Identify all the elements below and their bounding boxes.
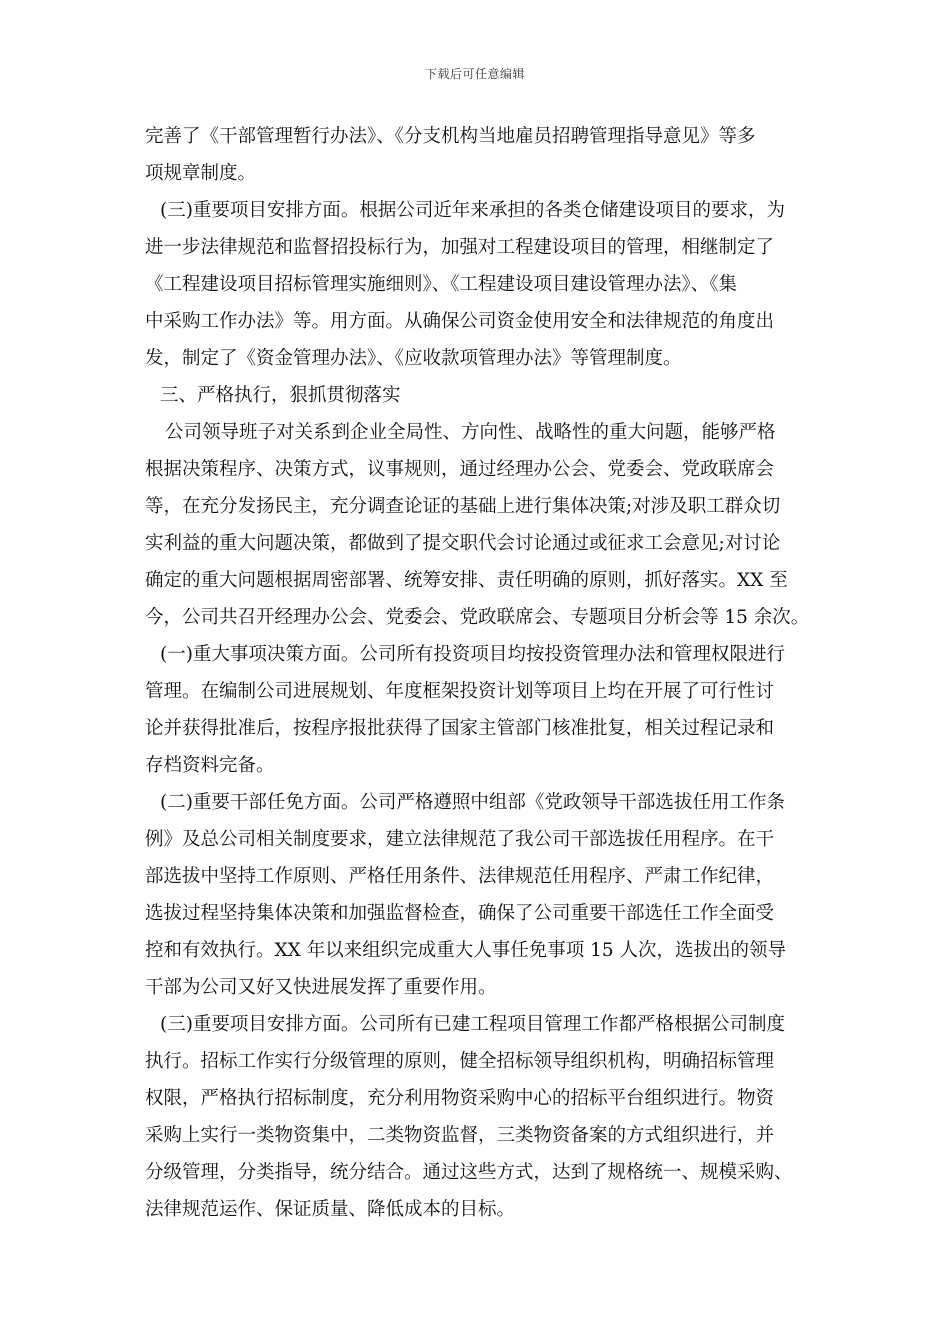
text-line: 干部为公司又好又快进展发挥了重要作用。 <box>145 977 497 998</box>
text-line: 完善了《干部管理暂行办法》、《分支机构当地雇员招聘管理指导意见》等多 <box>145 126 756 147</box>
text-line: 进一步法律规范和监督招投标行为，加强对工程建设项目的管理，相继制定了 <box>145 237 775 258</box>
text-line: 选拔过程坚持集体决策和加强监督检查，确保了公司重要干部选任工作全面受 <box>145 903 775 924</box>
text-line: 今，公司共召开经理办公会、党委会、党政联席会、专题项目分析会等 15 余次。 <box>145 607 810 628</box>
text-line: (三)重要项目安排方面。根据公司近年来承担的各类仓储建设项目的要求，为 <box>160 200 785 221</box>
text-line: (一)重大事项决策方面。公司所有投资项目均按投资管理办法和管理权限进行 <box>160 644 785 665</box>
text-line: 三、严格执行，狠抓贯彻落实 <box>160 385 401 406</box>
text-line: 部选拔中坚持工作原则、严格任用条件、法律规范任用程序、严肃工作纪律， <box>145 866 775 887</box>
document-body <box>145 118 810 1228</box>
text-line: 执行。招标工作实行分级管理的原则，健全招标领导组织机构，明确招标管理 <box>145 1051 775 1072</box>
text-line: (二)重要干部任免方面。公司严格遵照中组部《党政领导干部选拔任用工作条 <box>160 792 785 813</box>
text-line: 公司领导班子对关系到企业全局性、方向性、战略性的重大问题，能够严格 <box>165 422 776 443</box>
text-line: 采购上实行一类物资集中，二类物资监督，三类物资备案的方式组织进行，并 <box>145 1125 775 1146</box>
text-line: 例》及总公司相关制度要求，建立法律规范了我公司干部选拔任用程序。在干 <box>145 829 775 850</box>
text-line: 实利益的重大问题决策，都做到了提交职代会讨论通过或征求工会意见;对讨论 <box>145 533 781 554</box>
page-header: 下载后可任意编辑 <box>424 67 525 81</box>
text-line: 管理。在编制公司进展规划、年度框架投资计划等项目上均在开展了可行性讨 <box>145 681 775 702</box>
text-line: (三)重要项目安排方面。公司所有已建工程项目管理工作都严格根据公司制度 <box>160 1014 785 1035</box>
text-line: 中采购工作办法》等。用方面。从确保公司资金使用安全和法律规范的角度出 <box>145 311 775 332</box>
text-line: 分级管理，分类指导，统分结合。通过这些方式，达到了规格统一、规模采购、 <box>145 1162 793 1183</box>
text-line: 根据决策程序、决策方式，议事规则，通过经理办公会、党委会、党政联席会 <box>145 459 775 480</box>
text-line: 控和有效执行。XX 年以来组织完成重大人事任免事项 15 人次，选拔出的领导 <box>145 940 787 961</box>
text-line: 确定的重大问题根据周密部署、统筹安排、责任明确的原则，抓好落实。XX 至 <box>145 570 788 591</box>
text-line: 法律规范运作、保证质量、降低成本的目标。 <box>145 1199 516 1220</box>
text-line: 项规章制度。 <box>145 163 257 184</box>
text-line: 权限，严格执行招标制度，充分利用物资采购中心的招标平台组织进行。物资 <box>145 1088 775 1109</box>
text-line: 存档资料完备。 <box>145 755 275 776</box>
text-line: 《工程建设项目招标管理实施细则》、《工程建设项目建设管理办法》、《集 <box>145 274 738 295</box>
text-line: 论并获得批准后，按程序报批获得了国家主管部门核准批复，相关过程记录和 <box>145 718 775 739</box>
text-line: 等，在充分发扬民主，充分调查论证的基础上进行集体决策;对涉及职工群众切 <box>145 496 781 517</box>
text-line: 发，制定了《资金管理办法》、《应收款项管理办法》等管理制度。 <box>145 348 682 369</box>
